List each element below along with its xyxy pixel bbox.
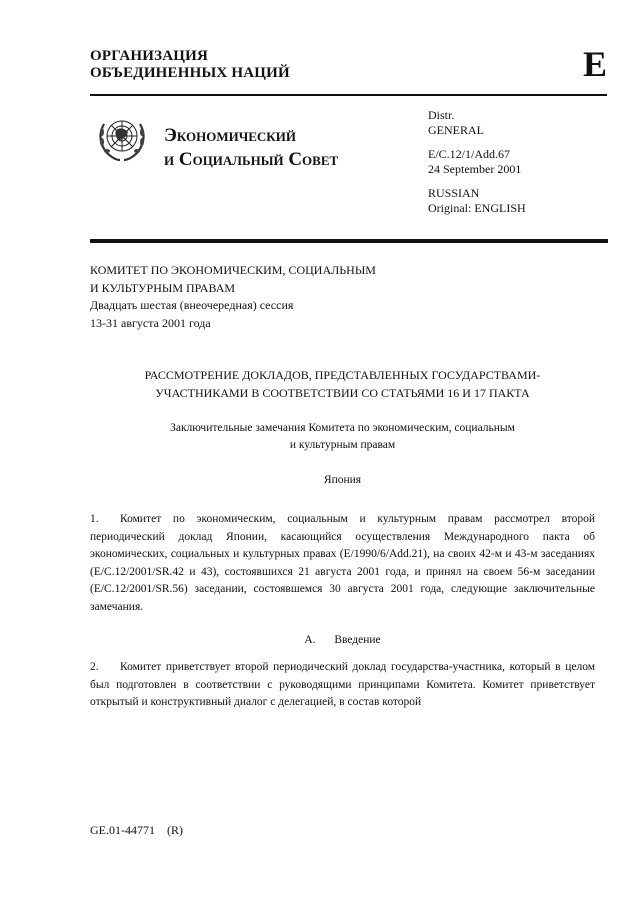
document-title [90, 366, 595, 402]
section-title: Введение [334, 634, 381, 646]
distribution-block [428, 108, 526, 215]
committee-block [90, 262, 376, 332]
session-dates: 13-31 августа 2001 года [90, 315, 211, 330]
country-heading: Япония [323, 474, 362, 486]
document-language: RUSSIAN [428, 186, 480, 200]
distr-label: Distr. [428, 108, 455, 122]
footer-code: GE.01-44771 (R) [90, 823, 183, 837]
paragraph-text: Комитет приветствует второй периодический доклад государства-участника, который в целом был подготовлен в соответствии с руководящими принципами Комитета. Комитет приветствует открытый и конструктивный диалог с делегацией, в состав которой [90, 661, 595, 708]
un-emblem-icon [94, 110, 150, 166]
document-subtitle [90, 420, 595, 454]
title-line-2: УЧАСТНИКАМИ В СООТВЕТСТВИИ СО СТАТЬЯМИ 16 И 17 ПАКТА [155, 386, 530, 400]
council-name [164, 124, 338, 172]
header-divider [90, 94, 607, 96]
distr-value: GENERAL [428, 122, 484, 137]
committee-line-2: И КУЛЬТУРНЫМ ПРАВАМ [90, 280, 236, 295]
paragraph-1 [90, 511, 595, 616]
subtitle-line-1: Заключительные замечания Комитета по экономическим, социальным [170, 422, 515, 434]
paragraph-text: Комитет по экономическим, социальным и культурным правам рассмотрел второй периодический доклад Японии, касающийся осуществления Международного пакта об экономических, социальных и культурных правах (E/1990/6/Add.21), на своих 42-м и 43-м заседаниях (E/C.12/2001/SR.42 и 43), состоявшихся 21 августа 2001 года, и принял на своем 56-м заседании (E/C.12/2001/SR.56) заседании, состоявшемся 30 августа 2001 года, следующие заключительные замечания. [90, 513, 595, 613]
section-letter: A. [304, 634, 316, 646]
subtitle-line-2: и культурным правам [289, 439, 396, 451]
council-line-1: Экономический [164, 125, 296, 146]
paragraph-2 [90, 659, 595, 712]
organization-line-2: ОБЪЕДИНЕННЫХ НАЦИЙ [90, 65, 290, 81]
organization-line-1: ОРГАНИЗАЦИЯ [90, 48, 209, 64]
organization-name [90, 48, 290, 82]
council-line-2: и Социальный Совет [164, 149, 339, 170]
session-name: Двадцать шестая (внеочередная) сессия [90, 298, 294, 312]
document-date: 24 September 2001 [428, 161, 522, 176]
language-letter: E [583, 44, 608, 84]
header-thick-divider [90, 239, 608, 243]
title-line-1: РАССМОТРЕНИЕ ДОКЛАДОВ, ПРЕДСТАВЛЕННЫХ ГОСУДАРСТВАМИ- [144, 368, 541, 382]
original-language: Original: ENGLISH [428, 200, 526, 215]
committee-line-1: КОМИТЕТ ПО ЭКОНОМИЧЕСКИМ, СОЦИАЛЬНЫМ [90, 263, 376, 277]
section-heading [90, 634, 595, 646]
document-symbol: E/C.12/1/Add.67 [428, 147, 511, 161]
paragraph-number: 1. [90, 513, 99, 525]
paragraph-number: 2. [90, 661, 99, 673]
